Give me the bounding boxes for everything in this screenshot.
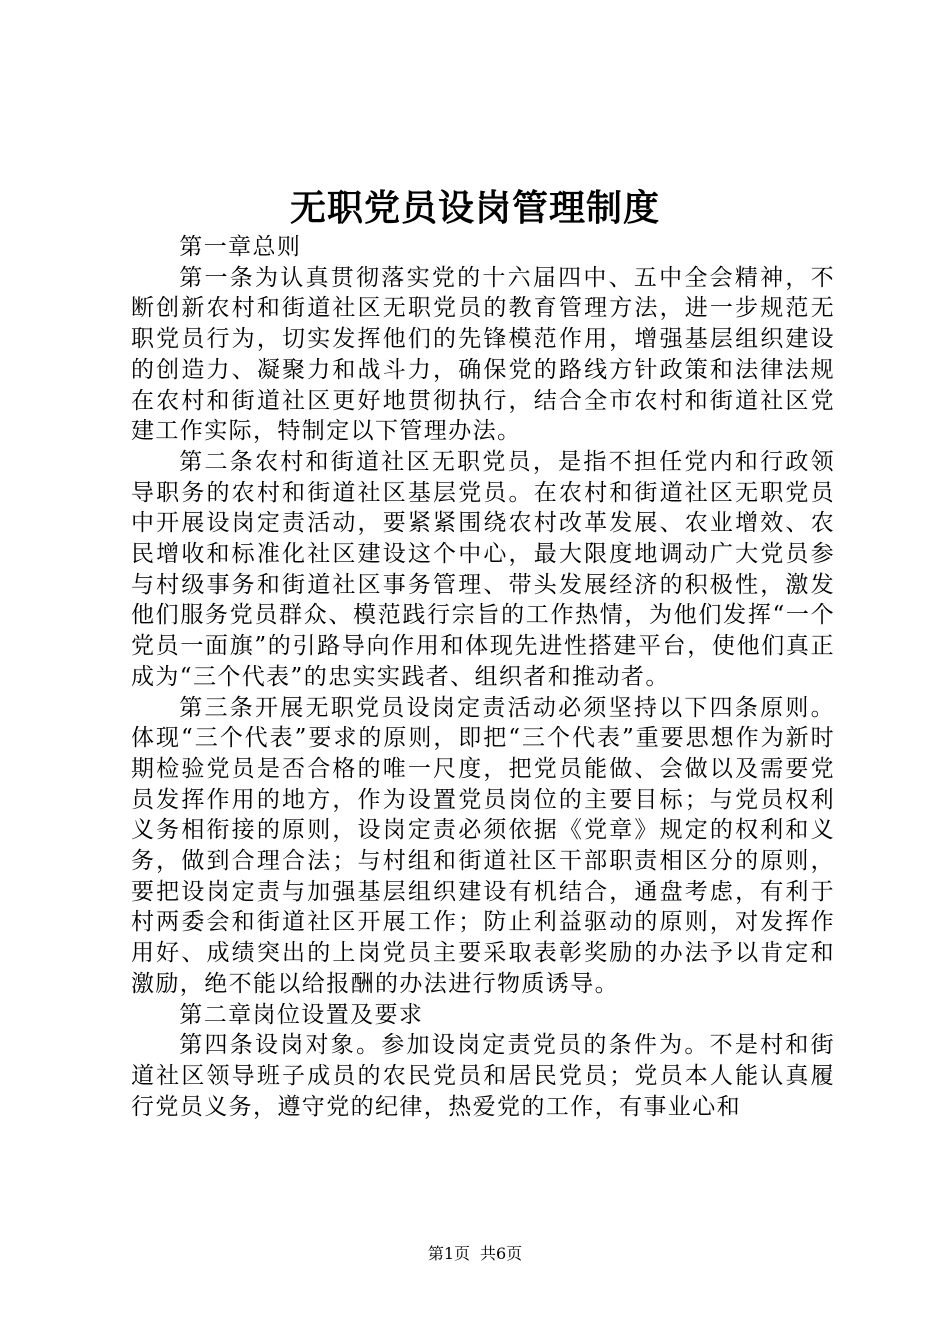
article-paragraph: 第三条开展无职党员设岗定责活动必须坚持以下四条原则。体现“三个代表”要求的原则，即把“三个代表”重要思想作为新时期检验党员是否合格的唯一尺度，把党员能做、会做以及需要党员发挥作用的地方，作为设置党员岗位的主要目标；与党员权利义务相衔接的原则，设岗定责必须依据《党章》规定的权利和义务，做到合理合法；与村组和街道社区干部职责相区分的原则，要把设岗定责与加强基层组织建设有机结合，通盘考虑，有利于村两委会和街道社区开展工作；防止利益驱动的原则，对发挥作用好、成绩突出的上岗党员主要采取表彰奖励的办法予以肯定和激励，绝不能以给报酬的办法进行物质诱导。 <box>131 694 835 997</box>
page-total: 共6页 <box>480 1244 523 1263</box>
article-paragraph: 第四条设岗对象。参加设岗定责党员的条件为。不是村和街道社区领导班子成员的农民党员和居民党员；党员本人能认真履行党员义务，遵守党的纪律，热爱党的工作，有事业心和 <box>131 1032 835 1120</box>
chapter-heading: 第一章总则 <box>179 234 302 260</box>
page-footer <box>0 1243 950 1265</box>
article-paragraph: 第一条为认真贯彻落实党的十六届四中、五中全会精神，不断创新农村和街道社区无职党员的教育管理方法，进一步规范无职党员行为，切实发挥他们的先锋模范作用，增强基层组织建设的创造力、凝聚力和战斗力，确保党的路线方针政策和法律法规在农村和街道社区更好地贯彻执行，结合全市农村和街道社区党建工作实际，特制定以下管理办法。 <box>131 264 835 445</box>
page-number: 第1页 <box>427 1244 470 1263</box>
article-paragraph: 第二条农村和街道社区无职党员，是指不担任党内和行政领导职务的农村和街道社区基层党员。在农村和街道社区无职党员中开展设岗定责活动，要紧紧围绕农村改革发展、农业增效、农民增收和标准化社区建设这个中心，最大限度地调动广大党员参与村级事务和街道社区事务管理、带头发展经济的积极性，激发他们服务党员群众、模范践行宗旨的工作热情，为他们发挥“一个党员一面旗”的引路导向作用和体现先进性搭建平台，使他们真正成为“三个代表”的忠实实践者、组织者和推动者。 <box>131 448 835 690</box>
document-title: 无职党员设岗管理制度 <box>289 187 660 229</box>
document-body <box>131 232 835 1122</box>
chapter-heading: 第二章岗位设置及要求 <box>179 1001 424 1028</box>
